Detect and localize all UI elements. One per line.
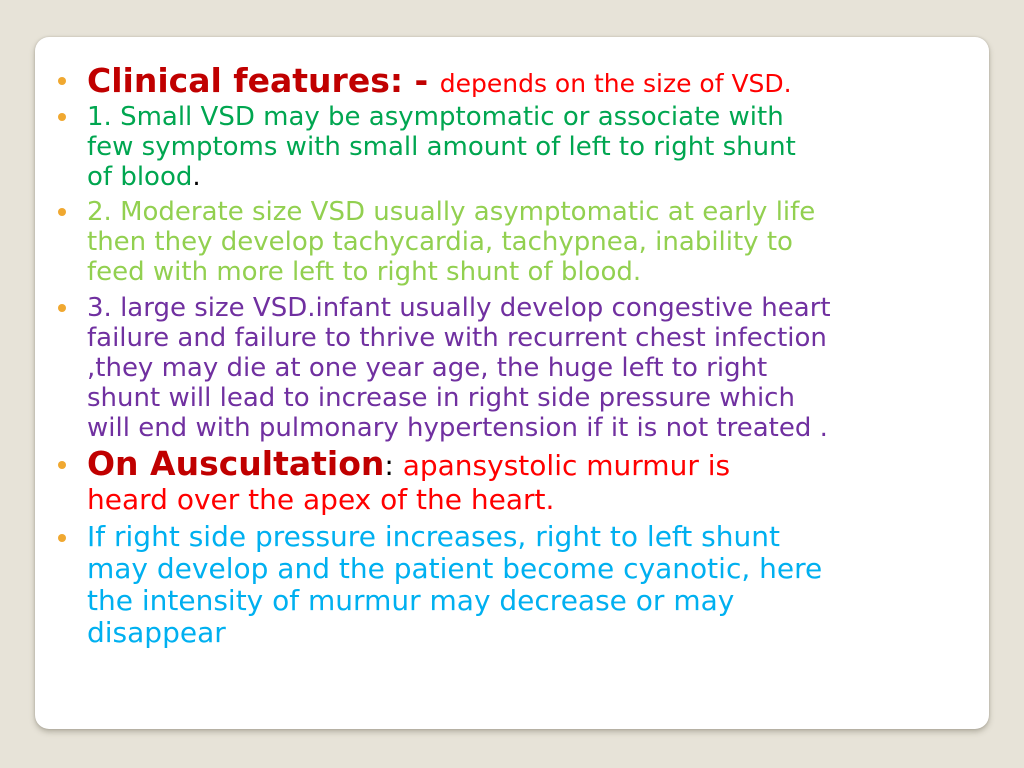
auscultation-colon: : — [384, 449, 403, 482]
small-vsd-period: . — [192, 162, 201, 192]
moderate-vsd-text: 2. Moderate size VSD usually asymptomatic at early life then they develop tachycardia, tachypnea, inability to feed with more left to right shunt of blood. — [87, 197, 816, 287]
auscultation-text: apansystolic murmur is heard over the apex of the heart. — [87, 449, 731, 516]
bullet-small-vsd — [52, 102, 992, 192]
bullet-dot-icon — [58, 461, 66, 469]
bullet-clinical-features — [52, 61, 992, 101]
bullet-text — [87, 444, 992, 517]
small-vsd-text: 1. Small VSD may be asymptomatic or associate with few symptoms with small amount of left to right shunt of blood — [87, 102, 796, 192]
bullet-list — [52, 61, 992, 649]
bullet-moderate-vsd — [52, 197, 992, 287]
bullet-dot-icon — [58, 208, 66, 216]
bullet-text — [87, 61, 992, 101]
bullet-dot-icon — [58, 304, 66, 312]
bullet-dot-icon — [58, 77, 66, 85]
bullet-dot-icon — [58, 113, 66, 121]
bullet-large-vsd — [52, 293, 992, 443]
bullet-text — [87, 102, 992, 192]
bullet-dot-icon — [58, 534, 66, 542]
bullet-right-side-pressure — [52, 521, 992, 649]
auscultation-heading: On Auscultation — [87, 444, 385, 483]
right-side-pressure-text: If right side pressure increases, right to left shunt may develop and the patient become cyanotic, here the intensity of murmur may decrease or may disappear — [87, 520, 823, 649]
clinical-features-text: depends on the size of VSD. — [439, 69, 792, 98]
clinical-features-heading: Clinical features: - — [87, 61, 440, 100]
bullet-auscultation — [52, 444, 992, 517]
large-vsd-text: 3. large size VSD.infant usually develop congestive heart failure and failure to thrive with recurrent chest infection ,they may die at one year age, the huge left to right shunt will lead to increase in right side pressure which will end with pulmonary hypertension if it is not treated . — [87, 293, 831, 443]
